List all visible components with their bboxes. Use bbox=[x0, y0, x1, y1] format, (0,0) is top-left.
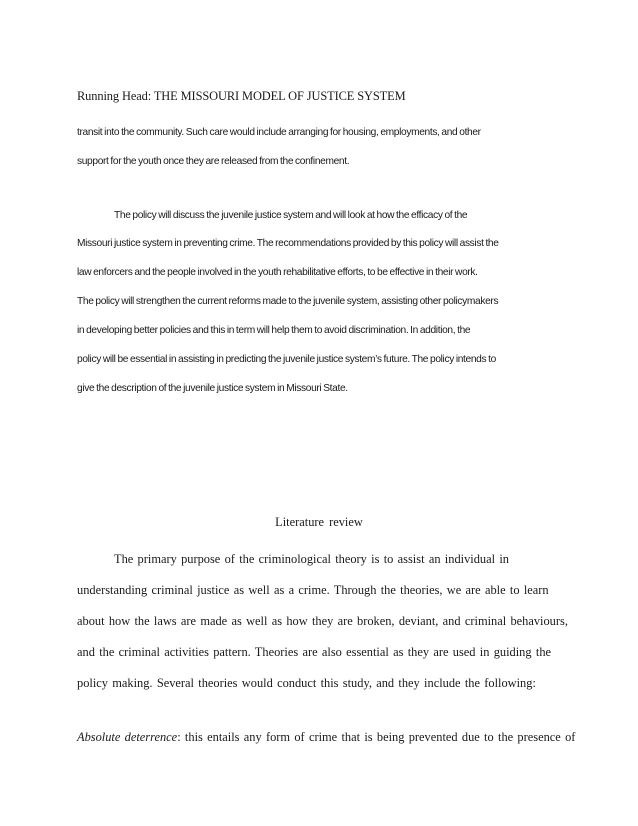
paragraph-1-line-2: support for the youth once they are released from the confinement. bbox=[77, 156, 350, 167]
paragraph-2-line-6: policy will be essential in assisting in predicting the juvenile justice system’s future. The policy intends to bbox=[77, 354, 496, 365]
paragraph-3-line-2: understanding criminal justice as well as a crime. Through the theories, we are able to learn bbox=[77, 583, 549, 597]
paragraph-2-line-1: The policy will discuss the juvenile justice system and will look at how the efficacy of the bbox=[114, 210, 468, 221]
term-definition-line bbox=[77, 730, 575, 745]
term-text: : this entails any form of crime that is being prevented due to the presence of bbox=[177, 730, 576, 744]
paragraph-2-line-2: Missouri justice system in preventing crime. The recommendations provided by this policy will assist the bbox=[77, 238, 499, 249]
running-head: Running Head: THE MISSOURI MODEL OF JUSTICE SYSTEM bbox=[77, 89, 406, 103]
paragraph-2-line-4: The policy will strengthen the current reforms made to the juvenile system, assisting other policymakers bbox=[77, 296, 499, 307]
paragraph-3-line-1: The primary purpose of the criminological theory is to assist an individual in bbox=[114, 552, 509, 566]
paragraph-2-line-7: give the description of the juvenile justice system in Missouri State. bbox=[77, 383, 348, 394]
term-label: Absolute deterrence bbox=[77, 730, 178, 744]
paragraph-2-line-3: law enforcers and the people involved in the youth rehabilitative efforts, to be effective in their work. bbox=[77, 267, 478, 278]
paragraph-2-line-5: in developing better policies and this in term will help them to avoid discrimination. In addition, the bbox=[77, 325, 471, 336]
paragraph-3-line-5: policy making. Several theories would conduct this study, and they include the following: bbox=[77, 676, 536, 690]
section-title: Literature review bbox=[275, 515, 363, 529]
paragraph-3-line-3: about how the laws are made as well as how they are broken, deviant, and criminal behaviours, bbox=[77, 614, 568, 628]
paragraph-3-line-4: and the criminal activities pattern. Theories are also essential as they are used in guiding the bbox=[77, 645, 552, 659]
paragraph-1-line-1: transit into the community. Such care would include arranging for housing, employments, and other bbox=[77, 127, 481, 138]
